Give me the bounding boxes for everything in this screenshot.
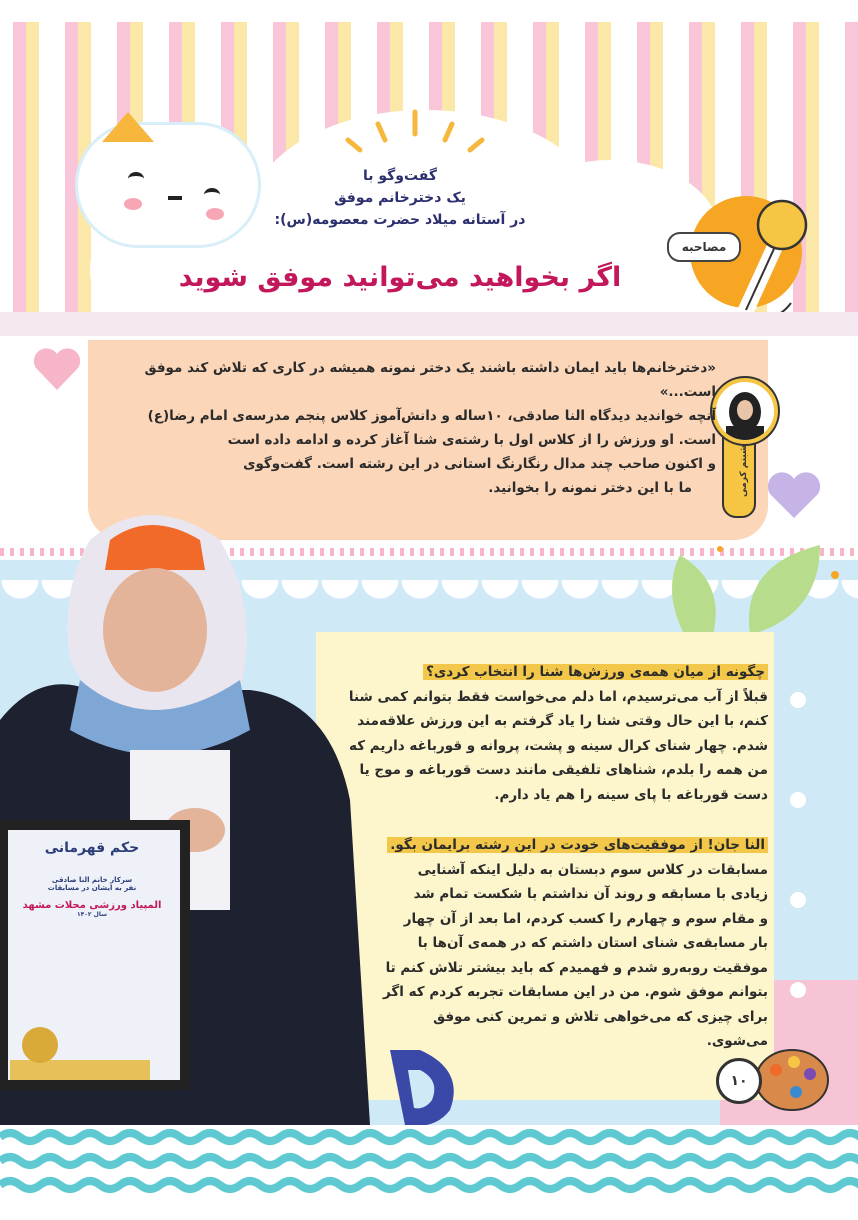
intro-line-3: آنچه خواندید دیدگاه النا صادقی، ۱۰ساله و دانش‌آموز کلاس پنجم مدرسه‌ی امام رضا(ع) bbox=[147, 408, 716, 424]
certificate-event: المپیاد ورزشی محلات مشهد bbox=[22, 900, 162, 911]
answer-line: بار مسابقه‌ی شنای استان داشتم که در همه‌ی آن‌ها با bbox=[417, 935, 768, 951]
page-title: اگر بخواهید می‌توانید موفق شوید bbox=[178, 262, 622, 293]
intro-quote-line-2: است...» bbox=[659, 384, 716, 400]
page-number-badge bbox=[716, 1058, 762, 1104]
waves-svg bbox=[0, 1125, 858, 1205]
intro-line-3: در آستانه میلاد حضرت معصومه(س): bbox=[274, 212, 526, 228]
answer-line: برای چیزی که می‌خواهی تلاش و تمرین کنی موفق bbox=[433, 1008, 768, 1025]
heart-pink-svg bbox=[32, 346, 82, 392]
section-badge bbox=[667, 232, 741, 262]
intro-line-1: گفت‌وگو با bbox=[362, 168, 438, 184]
cloud-mouth bbox=[168, 196, 182, 200]
qa-question-2-text: النا جان! از موفقیت‌های خودت در این رشته برایمان بگو. bbox=[387, 837, 768, 853]
crown-icon bbox=[102, 112, 154, 142]
intro-line-6: ما با این دختر نمونه را بخوانید. bbox=[488, 480, 692, 496]
answer-line: زیادی با مسابقه و روند آن نداشتم با شکست تمام شد bbox=[413, 886, 768, 902]
interviewee-photo-svg bbox=[0, 500, 370, 1125]
wave-line bbox=[0, 1181, 858, 1189]
answer-line: بتوانم موفق شوم. من در این مسابقات تجربه کردم که اگر bbox=[383, 984, 768, 1000]
dots-svg bbox=[788, 690, 808, 1050]
answer-line: من همه را بلدم، شناهای تلفیقی مانند دست قورباغه و موج یا bbox=[359, 762, 768, 778]
answer-line: قبلاً از آب می‌ترسیدم، اما دلم می‌خواست فقط بتوانم کمی شنا bbox=[348, 688, 768, 705]
certificate-line-1: سرکار خانم النا صادقی bbox=[51, 876, 133, 884]
intro-heading bbox=[260, 165, 540, 231]
answer-line: می‌شوی. bbox=[706, 1033, 768, 1049]
qa-question-1 bbox=[330, 660, 768, 685]
section-badge-label: مصاحبه bbox=[681, 240, 727, 254]
heart-icon-pink bbox=[32, 346, 82, 396]
bottom-waves bbox=[0, 1125, 858, 1205]
cloud-blush-right bbox=[206, 208, 224, 220]
palette-svg bbox=[752, 1040, 832, 1120]
answer-line: و مقام سوم و چهارم را کسب کردم، اما بعد از آن چهار bbox=[403, 910, 768, 927]
reporter-name-label: شبنم کرمی bbox=[739, 445, 749, 497]
sun-rays-svg bbox=[340, 100, 500, 160]
answer-line: کنم، با این حال وقتی شنا را یاد گرفتم به این ورزش علاقه‌مند bbox=[357, 713, 768, 729]
interviewee-photo bbox=[0, 500, 370, 1125]
palette-icon bbox=[752, 1040, 832, 1120]
intro-line-4: است. او ورزش را از کلاس اول با رشته‌ی شنا آغاز کرده و ادامه داده است bbox=[227, 432, 716, 448]
wave-line bbox=[0, 1133, 858, 1141]
smiling-cloud bbox=[78, 125, 258, 245]
answer-line: دست قورباغه با پای سینه را هم یاد دارم. bbox=[494, 786, 768, 803]
cloud-eye-right bbox=[204, 188, 220, 202]
intro-quote-line-1: «دخترخانم‌ها باید ایمان داشته باشند یک دختر نمونه همیشه در کاری که تلاش کند موفق bbox=[144, 360, 716, 376]
qa-question-2 bbox=[330, 833, 768, 858]
answer-line: موفقیت روبه‌رو شدم و فهمیدم که باید بیشتر تلاش کنم تا bbox=[385, 959, 768, 976]
reporter-avatar bbox=[712, 378, 778, 444]
intro-text bbox=[112, 356, 716, 500]
cloud-blush-left bbox=[124, 198, 142, 210]
certificate bbox=[12, 840, 172, 918]
certificate-year: سال ۱۴۰۲ bbox=[76, 911, 108, 918]
letter-d-svg bbox=[380, 1040, 470, 1130]
heart-icon-purple bbox=[766, 470, 822, 524]
cloud-eye-left bbox=[128, 172, 144, 186]
intro-line-2: یک دخترخانم موفق bbox=[334, 190, 466, 206]
answer-line: شدم. چهار شنای کرال سینه و پشت، پروانه و قورباغه داریم که bbox=[349, 737, 768, 754]
reporter-name bbox=[731, 431, 749, 511]
wave-line bbox=[0, 1157, 858, 1165]
answer-line: مسابقات در کلاس سوم دبستان به دلیل اینکه آشنایی bbox=[417, 861, 768, 878]
certificate-heading: حکم قهرمانی bbox=[44, 840, 140, 856]
certificate-line-2: نفر به ایشان در مسابقات bbox=[47, 884, 137, 892]
qa-question-1-text: چگونه از میان همه‌ی ورزش‌ها شنا را انتخاب کردی؟ bbox=[423, 664, 768, 680]
qa-section bbox=[330, 660, 768, 1054]
header-band bbox=[0, 312, 858, 336]
qa-answer-1 bbox=[330, 685, 768, 808]
letter-d-shape bbox=[380, 1040, 470, 1130]
intro-line-5: و اکنون صاحب چند مدال رنگارنگ استانی در این رشته است. گفت‌وگوی bbox=[243, 456, 716, 472]
decorative-dots bbox=[788, 690, 808, 1050]
page-number: ۱۰ bbox=[730, 1073, 748, 1089]
heart-purple-svg bbox=[766, 470, 822, 520]
sun-rays-icon bbox=[340, 100, 500, 160]
qa-answer-2 bbox=[330, 858, 768, 1054]
reporter-photo-svg bbox=[716, 382, 774, 440]
